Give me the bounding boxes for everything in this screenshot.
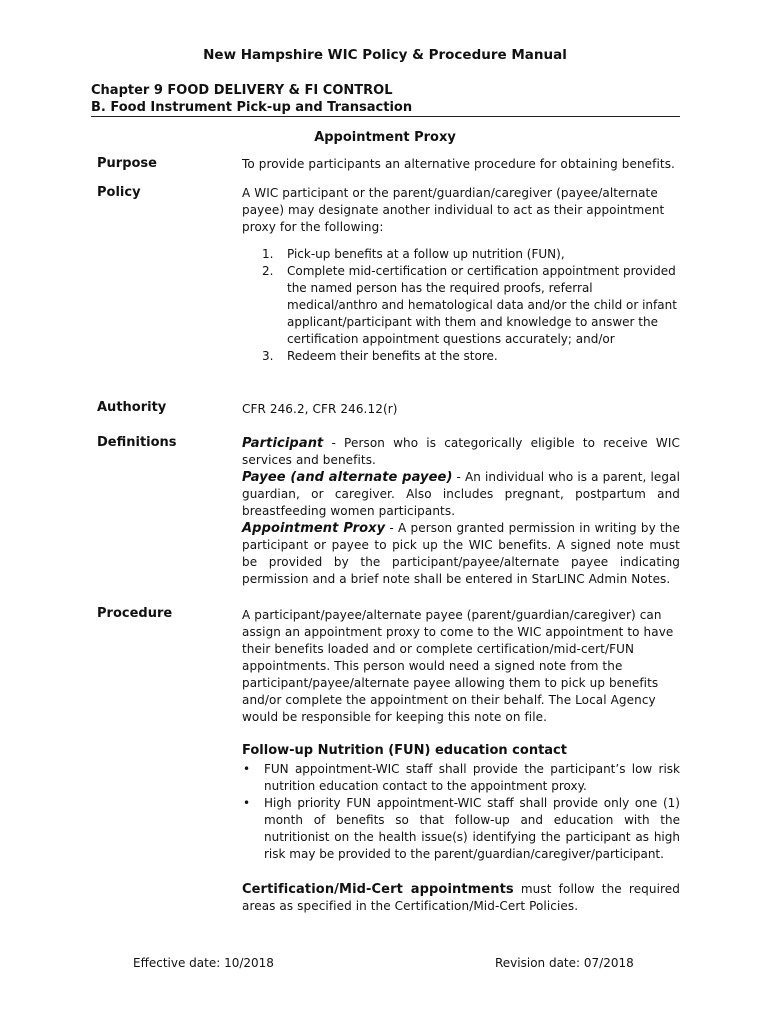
definitions-list <box>242 435 680 588</box>
policy-intro: A WIC participant or the parent/guardian/caregiver (payee/alternate payee) may designate another individual to act as their appointment proxy for the following: <box>242 186 665 234</box>
list-item <box>262 246 680 263</box>
purpose-label: Purpose <box>97 156 157 171</box>
authority-label: Authority <box>97 400 167 415</box>
procedure-label: Procedure <box>97 606 173 621</box>
policy-label: Policy <box>97 185 141 200</box>
bullet-text: FUN appointment-WIC staff shall provide the participant’s low risk nutrition education contact to the appointment proxy. <box>264 762 680 793</box>
list-text: Complete mid-certification or certification appointment provided the named person has the required proofs, referral medical/anthro and hematological data and/or the child or infant applicant/participant with them and knowledge to answer the certification appointment questions accurately; and/or <box>287 264 677 346</box>
fun-bullets <box>242 761 680 863</box>
procedure-text: A participant/payee/alternate payee (parent/guardian/caregiver) can assign an appointment proxy to come to the WIC appointment to have their benefits loaded and or complete certification/mid-cert/FUN appointments. This person would need a signed note from the participant/payee/alternate payee allowing them to pick up benefits and/or complete the appointment on their behalf. The Local Agency would be responsible for keeping this note on file. <box>242 608 674 724</box>
cert-paragraph <box>242 881 680 915</box>
fun-heading: Follow-up Nutrition (FUN) education contact <box>242 743 567 758</box>
definition-term: Payee (and alternate payee) <box>242 470 453 485</box>
definition-text: - An individual who is a parent, legal guardian, or caregiver. Also includes pregnant, postpartum and breastfeeding women participants. <box>242 470 680 518</box>
list-item <box>242 761 680 795</box>
definition-term: Appointment Proxy <box>242 521 386 536</box>
bullet-icon: • <box>243 796 251 810</box>
list-number: 1. <box>262 247 274 261</box>
list-item <box>242 795 680 863</box>
definition-payee <box>242 469 680 520</box>
list-item <box>262 348 680 365</box>
definition-text: - Person who is categorically eligible to receive WIC services and benefits. <box>242 436 680 467</box>
definition-term: Participant <box>242 436 324 451</box>
definitions-label: Definitions <box>97 435 177 450</box>
bullet-icon: • <box>243 762 251 776</box>
cert-heading: Certification/Mid-Cert appointments <box>242 882 514 897</box>
list-item <box>262 263 680 348</box>
list-number: 3. <box>262 349 274 363</box>
bullet-text: High priority FUN appointment-WIC staff shall provide only one (1) month of benefits so that follow-up and education with the nutritionist on the health issue(s) identifying the participant as high risk may be provided to the parent/guardian/caregiver/participant. <box>264 796 680 861</box>
section-title: Appointment Proxy <box>314 130 456 145</box>
definition-participant <box>242 435 680 469</box>
cert-text: must follow the required areas as specified in the Certification/Mid-Cert Policies. <box>242 882 681 913</box>
chapter-heading <box>91 82 412 116</box>
list-text: Redeem their benefits at the store. <box>287 349 498 363</box>
effective-date: Effective date: 10/2018 <box>133 956 274 970</box>
list-number: 2. <box>262 264 274 278</box>
policy-list <box>262 246 680 365</box>
revision-date: Revision date: 07/2018 <box>495 956 634 970</box>
authority-text: CFR 246.2, CFR 246.12(r) <box>242 402 398 416</box>
section-subtitle: B. Food Instrument Pick-up and Transaction <box>91 100 413 115</box>
purpose-text: To provide participants an alternative procedure for obtaining benefits. <box>242 157 675 171</box>
list-text: Pick-up benefits at a follow up nutrition (FUN), <box>287 247 565 261</box>
definition-text: - A person granted permission in writing by the participant or payee to pick up the WIC benefits. A signed note must be provided by the participant/payee/alternate payee indicating permission and a brief note shall be entered in StarLINC Admin Notes. <box>242 521 680 586</box>
definition-appointment-proxy <box>242 520 680 588</box>
manual-title: New Hampshire WIC Policy & Procedure Manual <box>203 47 567 63</box>
chapter-title: Chapter 9 FOOD DELIVERY & FI CONTROL <box>91 83 393 98</box>
header-divider <box>91 116 680 117</box>
